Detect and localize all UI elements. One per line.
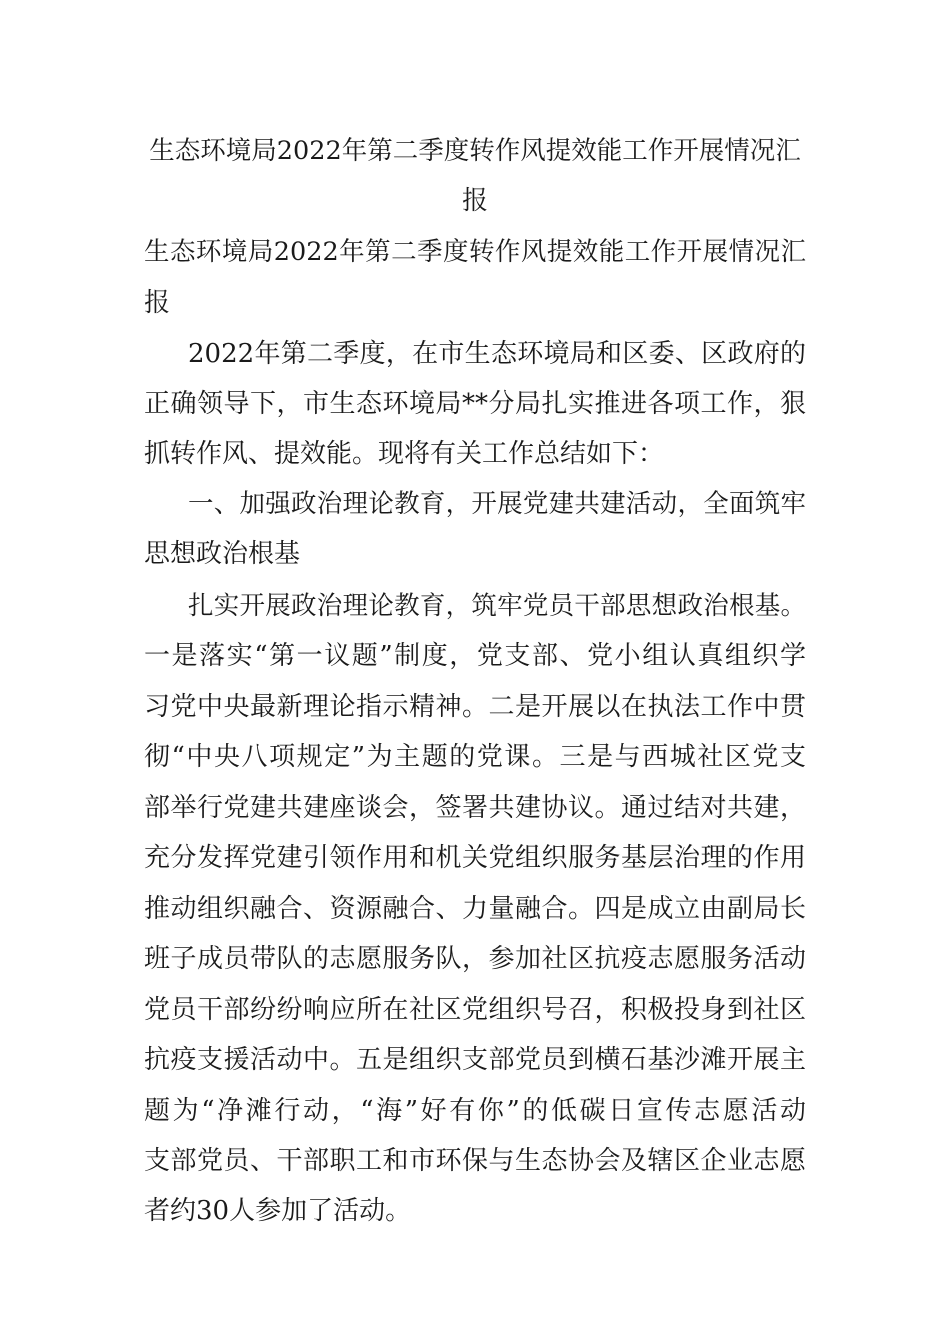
- section1-body-line-6: 充分发挥党建引领作用和机关党组织服务基层治理的作用: [144, 843, 806, 873]
- document-heading-line-1: 生态环境局2022年第二季度转作风提效能工作开展情况汇: [144, 237, 806, 267]
- intro-line-3: 抓转作风、提效能。现将有关工作总结如下：: [144, 439, 665, 469]
- section1-body-line-11: 题为“净滩行动，“海”好有你”的低碳日宣传志愿活动: [144, 1096, 806, 1126]
- section1-body-line-5: 部举行党建共建座谈会，签署共建协议。通过结对共建，: [144, 793, 806, 823]
- document-title-line-2: 报: [461, 186, 488, 216]
- section1-body-line-2: 一是落实“第一议题”制度，党支部、党小组认真组织学: [144, 641, 806, 671]
- section1-heading-line-2: 思想政治根基: [144, 539, 301, 569]
- section1-body-line-13: 者约30人参加了活动。: [144, 1196, 412, 1226]
- section1-body-line-9: 党员干部纷纷响应所在社区党组织号召，积极投身到社区: [144, 995, 806, 1025]
- section1-body-line-7: 推动组织融合、资源融合、力量融合。四是成立由副局长: [144, 894, 806, 924]
- section1-body-line-12: 支部党员、干部职工和市环保与生态协会及辖区企业志愿: [144, 1146, 806, 1176]
- section1-body-line-4: 彻“中央八项规定”为主题的党课。三是与西城社区党支: [144, 742, 806, 772]
- document-title-line-1: 生态环境局2022年第二季度转作风提效能工作开展情况汇: [149, 136, 801, 166]
- section1-body-line-8: 班子成员带队的志愿服务队，参加社区抗疫志愿服务活动: [144, 944, 806, 974]
- section1-heading-line-1: 一、加强政治理论教育，开展党建共建活动，全面筑牢: [188, 489, 806, 519]
- section1-body-line-3: 习党中央最新理论指示精神。二是开展以在执法工作中贯: [144, 692, 806, 722]
- intro-line-1: 2022年第二季度，在市生态环境局和区委、区政府的: [188, 339, 806, 369]
- document-heading-line-2: 报: [144, 288, 171, 318]
- section1-body-line-1: 扎实开展政治理论教育，筑牢党员干部思想政治根基。: [188, 591, 806, 621]
- section1-body-line-10: 抗疫支援活动中。五是组织支部党员到横石基沙滩开展主: [144, 1045, 806, 1075]
- intro-line-2: 正确领导下，市生态环境局**分局扎实推进各项工作，狠: [144, 389, 806, 419]
